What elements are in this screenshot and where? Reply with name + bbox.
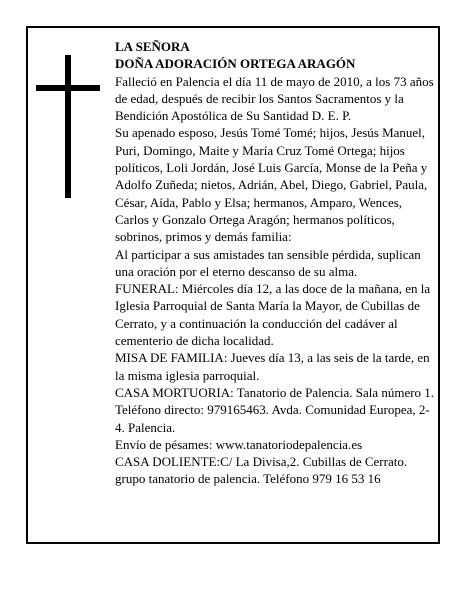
cross-vertical-bar <box>65 55 71 198</box>
mortuary-details: CASA MORTUORIA: Tanatorio de Palencia. Sala número 1. Teléfono directo: 979165463. Avda. Comunidad Europea, 2-4. Palencia. <box>115 384 435 435</box>
family-mass-details: MISA DE FAMILIA: Jueves día 13, a las seis de la tarde, en la misma iglesia parroquial. <box>115 350 430 383</box>
cross-icon <box>36 55 100 198</box>
deceased-name: DOÑA ADORACIÓN ORTEGA ARAGÓN <box>115 56 356 72</box>
heading-title: LA SEÑORA <box>115 39 190 54</box>
prayer-request: Al participar a sus amistades tan sensible pérdida, suplican una oración por el eterno descanso de su alma. <box>115 246 421 279</box>
notice-text <box>115 38 435 488</box>
cross-horizontal-bar <box>36 85 100 91</box>
family-list: Su apenado esposo, Jesús Tomé Tomé; hijos, Jesús Manuel, Puri, Domingo, Maite y María Cruz Tomé Ortega; hijos políticos, Loli Jordán, José Luis García, Monse de la Peña y Adolfo Zuñeda; nietos, Adrián, Abel, Diego, Gabriel, Paula, César, Aída, Pablo y Elsa; hermanos, Amparo, Wences, Carlos y Gonzalo Ortega Aragón; hermanos políticos, sobrinos, primos y demás familia: <box>115 125 428 245</box>
condolences-website: Envío de pésames: www.tanatoriodepalencia.es <box>115 436 363 452</box>
family-home-address: CASA DOLIENTE:C/ La Divisa,2. Cubillas de Cerrato. <box>115 454 408 470</box>
death-announcement: Falleció en Palencia el día 11 de mayo de 2010, a los 73 años de edad, después de recibir los Santos Sacramentos y la Bendición Apostólica de Su Santidad D. E. P. <box>115 73 434 124</box>
funeral-details: FUNERAL: Miércoles día 12, a las doce de la mañana, en la Iglesia Parroquial de Santa María la Mayor, de Cubillas de Cerrato, y a continuación la conducción del cadáver al cementerio de dicha localidad. <box>115 281 431 349</box>
funeral-home-contact: grupo tanatorio de palencia. Teléfono 979 16 53 16 <box>115 471 381 487</box>
